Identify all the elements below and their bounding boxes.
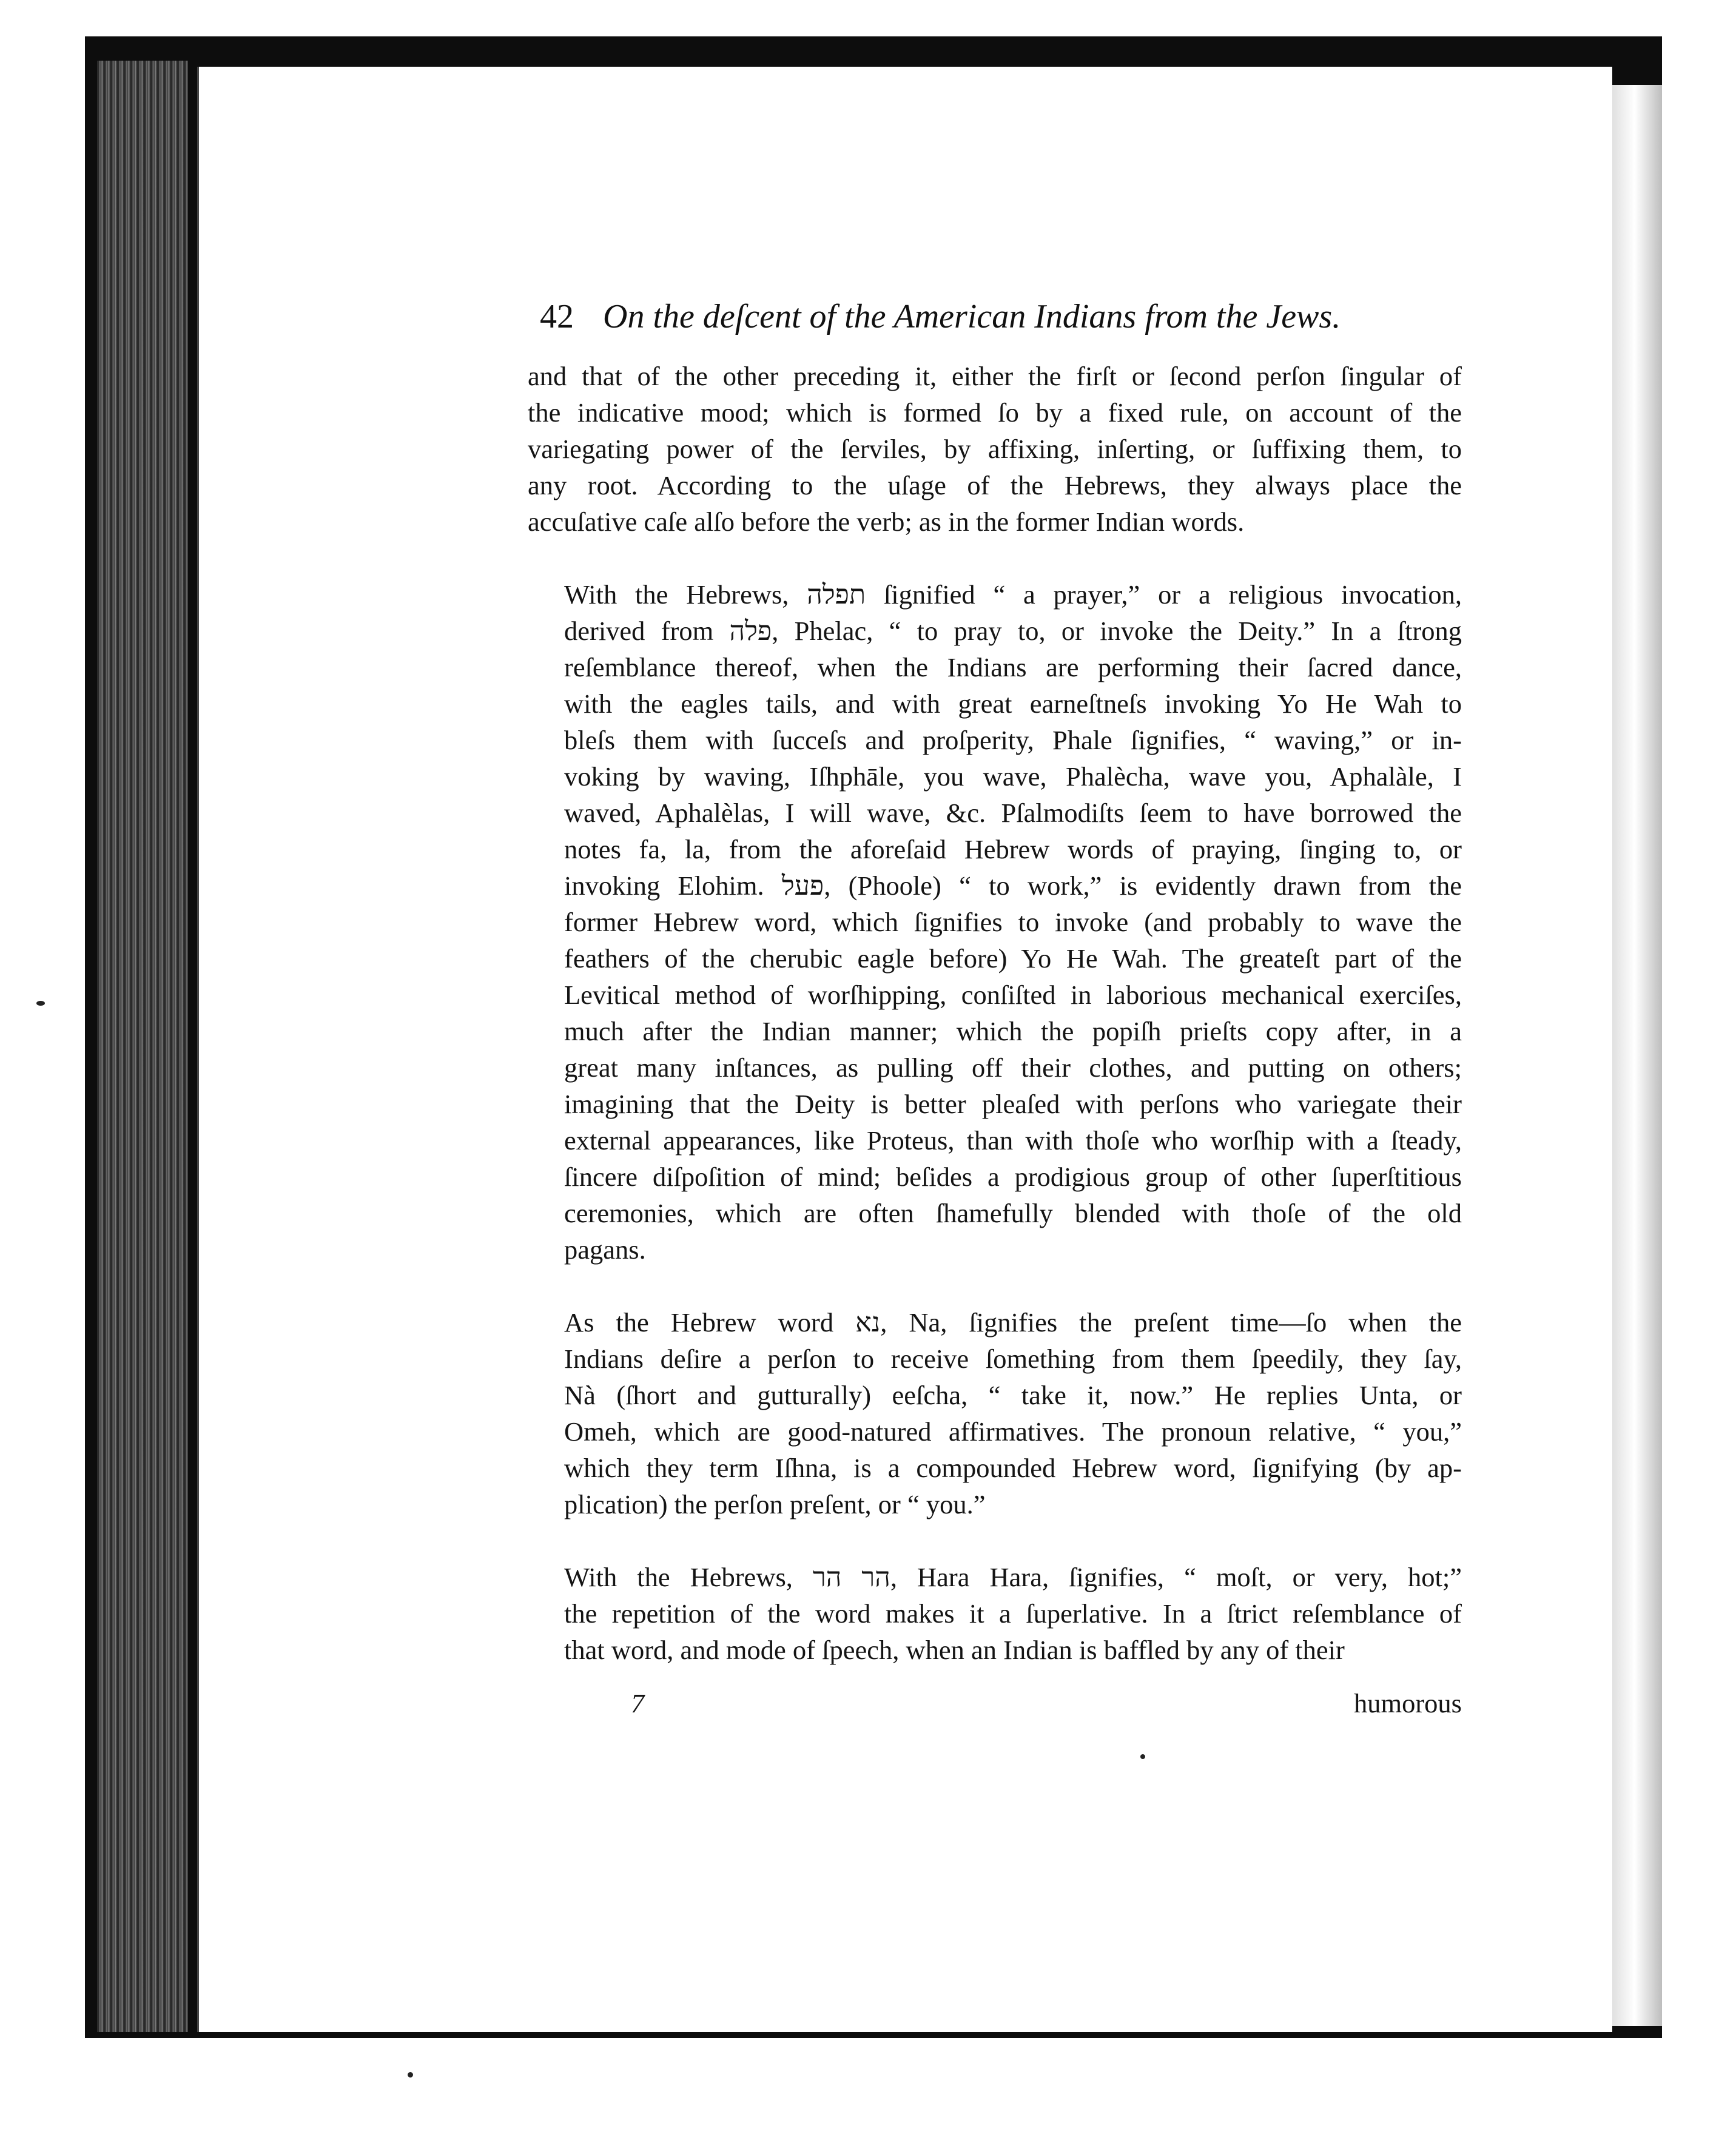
text-line: any root. According to the uſage of the Hebrews, they always place the: [528, 470, 1462, 500]
text-line: with the eagles tails, and with great earneſtneſs invoking Yo He Wah to: [564, 688, 1462, 719]
catchword: humorous: [1354, 1688, 1462, 1718]
page-edges-right: [1607, 85, 1662, 2026]
text-line: invoking Elohim. פעל, (Phoole) “ to work,” is evidently drawn from the: [564, 870, 1462, 901]
text-line: With the Hebrews, הר הר, Hara Hara, ſignifies, “ moſt, or very, hot;”: [564, 1562, 1462, 1592]
text-line: imagining that the Deity is better pleaſed with perſons who variegate their: [564, 1089, 1462, 1119]
text-line: waved, Aphalèlas, I will wave, &c. Pſalmodiſts ſeem to have borrowed the: [564, 798, 1462, 828]
text-line: ſincere diſpoſition of mind; beſides a prodigious group of other ſuperſtitious: [564, 1162, 1462, 1192]
page-number: 42: [540, 298, 574, 335]
text-line: pagans.: [564, 1234, 646, 1265]
running-header: [540, 297, 1462, 336]
text-line: much after the Indian manner; which the popiſh prieſts copy after, in a: [564, 1016, 1462, 1046]
page-edges-left: [97, 61, 188, 2032]
text-line: Levitical method of worſhipping, conſiſted in laborious mechanical exerciſes,: [564, 980, 1462, 1010]
text-line: the repetition of the word makes it a ſuperlative. In a ſtrict reſemblance of: [564, 1598, 1462, 1629]
text-line: which they term Iſhna, is a compounded Hebrew word, ſignifying (by ap-: [564, 1453, 1462, 1483]
text-line: Omeh, which are good-natured affirmatives. The pronoun relative, “ you,”: [564, 1416, 1462, 1447]
text-line: With the Hebrews, תפלה ſignified “ a prayer,” or a religious invocation,: [564, 579, 1462, 610]
text-line: former Hebrew word, which ſignifies to invoke (and probably to wave the: [564, 907, 1462, 937]
text-line: Nà (ſhort and gutturally) eeſcha, “ take it, now.” He replies Unta, or: [564, 1380, 1462, 1410]
paragraph: [528, 1559, 1462, 1668]
text-line: and that of the other preceding it, either the firſt or ſecond perſon ſingular of: [528, 361, 1462, 391]
text-line: the indicative mood; which is formed ſo by a fixed rule, on account of the: [528, 397, 1462, 428]
text-line: accuſative caſe alſo before the verb; as in the former Indian words.: [528, 506, 1245, 537]
text-line: feathers of the cherubic eagle before) Yo He Wah. The greateſt part of the: [564, 943, 1462, 974]
text-line: notes fa, la, from the aforeſaid Hebrew words of praying, ſinging to, or: [564, 834, 1462, 864]
text-line: great many inſtances, as pulling off their clothes, and putting on others;: [564, 1052, 1462, 1083]
text-line: variegating power of the ſerviles, by affixing, inſerting, or ſuffixing them, to: [528, 434, 1462, 464]
scan-speck: [36, 1001, 45, 1006]
scan-speck: [408, 2072, 413, 2078]
paragraph: [528, 1304, 1462, 1523]
paragraph: [528, 576, 1462, 1268]
text-line: plication) the perſon preſent, or “ you.”: [564, 1489, 986, 1519]
body-text: [528, 358, 1462, 1704]
running-title: On the deſcent of the American Indians from the Jews.: [603, 298, 1341, 335]
scan-speck: [1140, 1754, 1145, 1759]
text-line: As the Hebrew word נא, Na, ſignifies the preſent time—ſo when the: [564, 1307, 1462, 1338]
text-line: voking by waving, Iſhphāle, you wave, Phalècha, wave you, Aphalàle, I: [564, 761, 1462, 792]
text-line: reſemblance thereof, when the Indians are performing their ſacred dance,: [564, 652, 1462, 682]
text-line: ceremonies, which are often ſhamefully blended with thoſe of the old: [564, 1198, 1462, 1228]
signature-mark: 7: [631, 1688, 645, 1718]
text-line: bleſs them with ſucceſs and proſperity, Phale ſignifies, “ waving,” or in-: [564, 725, 1462, 755]
text-line: Indians deſire a perſon to receive ſomething from them ſpeedily, they ſay,: [564, 1344, 1462, 1374]
paragraph: [528, 358, 1462, 540]
text-line: that word, and mode of ſpeech, when an Indian is baffled by any of their: [564, 1635, 1345, 1665]
text-line: external appearances, like Proteus, than with thoſe who worſhip with a ſteady,: [564, 1125, 1462, 1156]
text-line: derived from פלה, Phelac, “ to pray to, or invoke the Deity.” In a ſtrong: [564, 616, 1462, 646]
